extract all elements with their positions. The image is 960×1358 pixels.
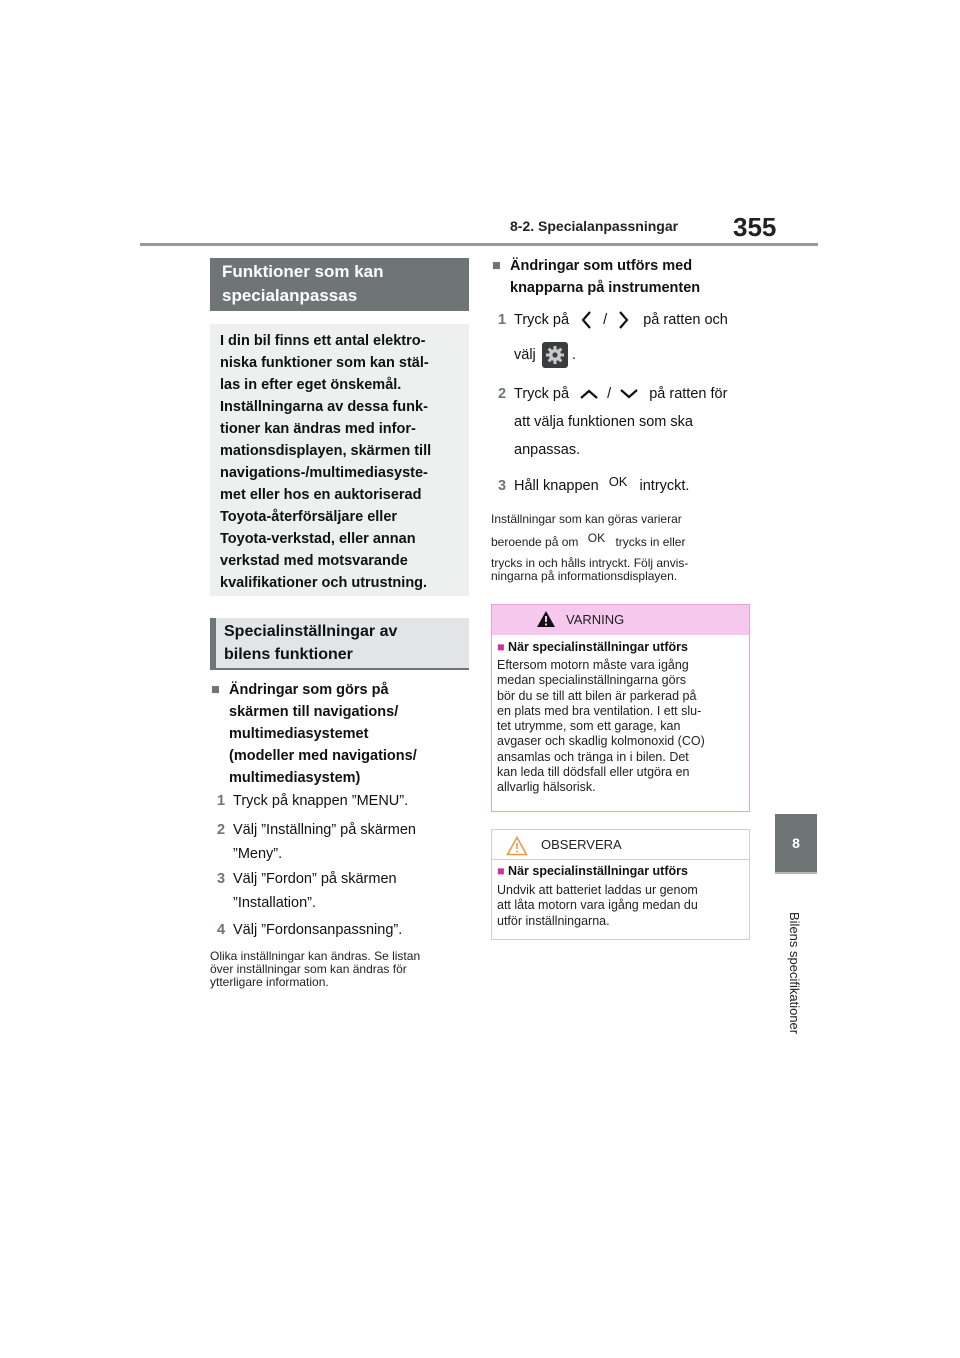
step-item: 3 Håll knappen OK intryckt. bbox=[498, 474, 690, 494]
section-title-line1: Funktioner som kan bbox=[222, 262, 384, 281]
intro-line: tioner kan ändras med infor- bbox=[220, 421, 416, 437]
nav-section-heading: ■ Ändringar som görs på skärmen till navigations/ multimediasystemet (modeller med navigations/ multimediasystem) bbox=[229, 679, 469, 789]
intro-line: Toyota-verkstad, eller annan bbox=[220, 531, 416, 547]
chevron-right-icon bbox=[615, 310, 631, 330]
step-item: 1 Tryck på knappen ”MENU”. bbox=[217, 793, 409, 809]
ok-button-icon: OK bbox=[608, 474, 628, 489]
intro-line: Toyota-återförsäljare eller bbox=[220, 509, 398, 525]
intro-line: niska funktioner som kan stäl- bbox=[220, 355, 429, 371]
warning-subheading: ■ När specialinställningar utförs bbox=[497, 640, 688, 654]
square-bullet-icon: ■ bbox=[492, 258, 501, 274]
caution-triangle-icon bbox=[506, 836, 528, 856]
intro-line: met eller hos en auktoriserad bbox=[220, 487, 422, 503]
chevron-up-icon bbox=[579, 387, 599, 401]
chapter-tab: 8 bbox=[775, 814, 817, 872]
step-item: 2 Välj ”Inställning” på skärmen ”Meny”. bbox=[217, 822, 416, 862]
footnote: Olika inställningar kan ändras. Se listan över inställningar som kan ändras för ytterligare information. bbox=[210, 949, 421, 989]
warning-title: VARNING bbox=[566, 612, 625, 627]
step-item: 3 Välj ”Fordon” på skärmen ”Installation”. bbox=[217, 871, 397, 911]
intro-line: Inställningarna av dessa funk- bbox=[220, 399, 428, 415]
square-bullet-icon: ■ bbox=[211, 682, 220, 698]
info-paragraph: Inställningar som kan göras varierar beroende på om OK trycks in eller trycks in och hålls intryckt. Följ anvis- ningarna på informationsdisplayen. bbox=[491, 512, 689, 583]
intro-line: mationsdisplayen, skärmen till bbox=[220, 443, 432, 459]
chevron-left-icon bbox=[579, 310, 595, 330]
intro-line: verkstad med motsvarande bbox=[220, 553, 408, 569]
step-item: 2 Tryck på / på ratten för att välja funktionen som ska anpassas. bbox=[498, 386, 728, 458]
notice-header-divider bbox=[492, 859, 749, 860]
subsection-title-line1: Specialinställningar av bbox=[224, 623, 398, 640]
header-rule bbox=[140, 243, 818, 246]
page-number: 355 bbox=[733, 212, 777, 242]
subsection-title-line2: bilens funktioner bbox=[224, 646, 353, 663]
intro-line: I din bil finns ett antal elektro- bbox=[220, 333, 426, 349]
ok-button-icon: OK bbox=[587, 531, 606, 545]
buttons-section-heading: ■ Ändringar som utförs med knapparna på instrumenten bbox=[510, 255, 750, 299]
step-item: 4 Välj ”Fordonsanpassning”. bbox=[217, 922, 403, 938]
subsection-title-box bbox=[210, 618, 469, 670]
notice-subheading: ■ När specialinställningar utförs bbox=[497, 864, 688, 878]
notice-title: OBSERVERA bbox=[541, 837, 622, 852]
chapter-title: Bilens specifikationer bbox=[787, 912, 802, 1035]
warning-triangle-icon bbox=[536, 610, 556, 628]
warning-text: Eftersom motorn måste vara igång medan specialinställningarna görs bör du se till att bilen är parkerad på en plats med bra ventilation. I ett slu- tet utrymme, som ett garage, kan avgaser och skadlig kolmonoxid (CO) ansamlas och tränga in i bilen. Det kan leda till dödsfall eller utgöra en allvarlig hälsorisk. bbox=[497, 658, 705, 795]
intro-line: las in efter eget önskemål. bbox=[220, 377, 402, 393]
notice-text: Undvik att batteriet laddas ur genom att låta motorn vara igång medan du utför inställningarna. bbox=[497, 883, 698, 928]
intro-box bbox=[210, 324, 469, 596]
gear-icon bbox=[542, 342, 568, 368]
section-title-box bbox=[210, 258, 469, 311]
chevron-down-icon bbox=[619, 387, 639, 401]
chapter-tab-divider bbox=[775, 872, 817, 874]
intro-line: kvalifikationer och utrustning. bbox=[220, 575, 428, 591]
step-item: 1 Tryck på / på ratten och välj . bbox=[514, 308, 754, 368]
section-title-line2: specialanpassas bbox=[222, 286, 358, 305]
intro-line: navigations-/multimediasyste- bbox=[220, 465, 428, 481]
section-header: 8-2. Specialanpassningar bbox=[510, 218, 679, 234]
